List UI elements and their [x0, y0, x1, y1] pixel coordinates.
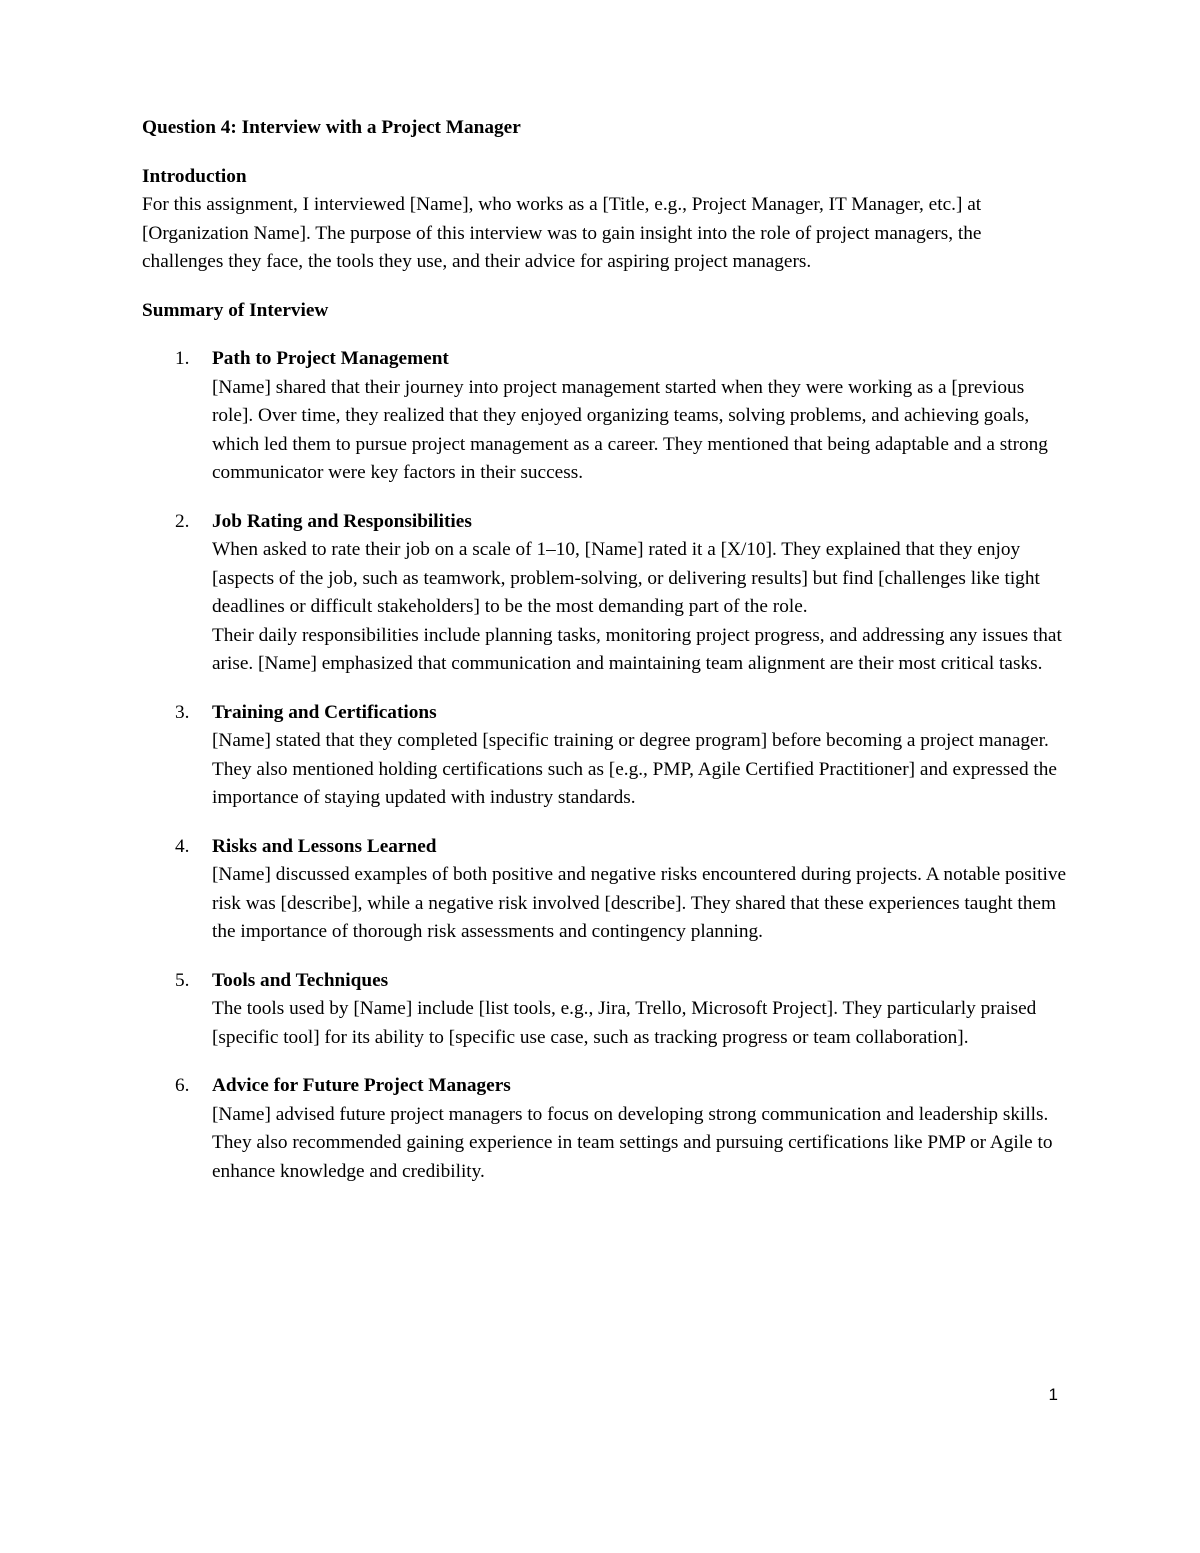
item-paragraph: Their daily responsibilities include planning tasks, monitoring project progress, and addressing any issues that arise. [Name] emphasized that communication and maintaining team alignment are their most critical tasks.: [212, 624, 1062, 674]
introduction-text: For this assignment, I interviewed [Name], who works as a [Title, e.g., Project Manager, IT Manager, etc.] at [Organization Name]. The purpose of this interview was to gain insight into the role of project managers, the challenges they face, the tools they use, and their advice for aspiring project managers.: [142, 194, 982, 272]
document-title: Question 4: Interview with a Project Manager: [142, 117, 521, 138]
list-item: [142, 967, 1067, 1053]
item-title: Path to Project Management: [212, 348, 449, 369]
item-title: Training and Certifications: [212, 701, 437, 723]
item-paragraph: When asked to rate their job on a scale of 1–10, [Name] rated it a [X/10]. They explained that they enjoy [aspects of the job, such as teamwork, problem-solving, or delivering results] but find [challenges like tight deadlines or difficult stakeholders] to be the most demanding part of the role.: [212, 539, 1040, 617]
item-number: 2.: [175, 510, 190, 532]
item-title: Tools and Techniques: [212, 969, 389, 991]
item-paragraph: [Name] stated that they completed [specific training or degree program] before becoming a project manager. They also mentioned holding certifications such as [e.g., PMP, Agile Certified Practitioner] and expressed the importance of staying updated with industry standards.: [212, 730, 1057, 808]
list-item: [142, 508, 1067, 679]
item-paragraph: [Name] discussed examples of both positive and negative risks encountered during projects. A notable positive risk was [describe], while a negative risk involved [describe]. They shared that these experiences taught them the importance of thorough risk assessments and contingency planning.: [212, 864, 1067, 942]
item-title: Job Rating and Responsibilities: [212, 510, 472, 532]
item-paragraph: The tools used by [Name] include [list tools, e.g., Jira, Trello, Microsoft Project]. They particularly praised [specific tool] for its ability to [specific use case, such as tracking progress or team collaboration].: [212, 998, 1037, 1048]
item-number: 3.: [175, 701, 190, 723]
item-number: 6.: [175, 1075, 190, 1096]
item-number: 5.: [175, 969, 190, 991]
item-number: 1.: [175, 348, 190, 369]
item-paragraph: [Name] advised future project managers to focus on developing strong communication and leadership skills. They also recommended gaining experience in team settings and pursuing certifications like PMP or Agile to enhance knowledge and credibility.: [212, 1103, 1053, 1182]
item-title: Advice for Future Project Managers: [212, 1075, 511, 1096]
list-item: [142, 833, 1067, 947]
introduction-heading: Introduction: [142, 165, 247, 187]
page-number: 1: [1048, 1385, 1058, 1404]
item-title: Risks and Lessons Learned: [212, 835, 437, 857]
item-number: 4.: [175, 835, 190, 857]
summary-heading: Summary of Interview: [142, 299, 329, 321]
document-body: [142, 114, 1067, 1206]
list-item: [142, 345, 1067, 488]
list-item: [142, 699, 1067, 813]
item-paragraph: [Name] shared that their journey into project management started when they were working as a [previous role]. Over time, they realized that they enjoyed organizing teams, solving problems, and achieving goals, which led them to pursue project management as a career. They mentioned that being adaptable and a strong communicator were key factors in their success.: [212, 376, 1048, 483]
list-item: [142, 1072, 1067, 1186]
summary-list: [142, 345, 1067, 1186]
